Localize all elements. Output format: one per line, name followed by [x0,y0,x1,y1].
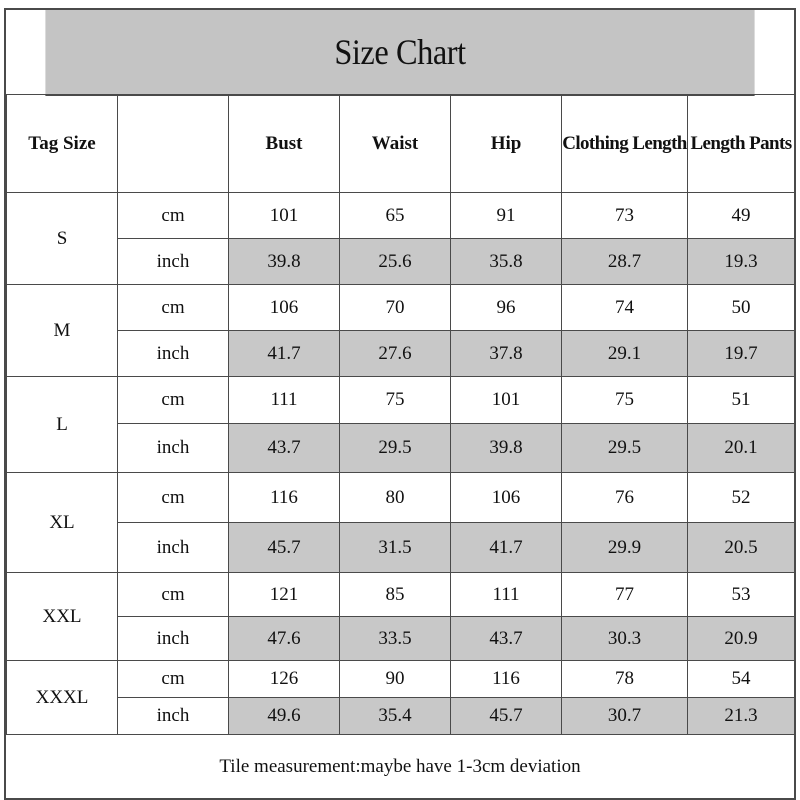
unit-cell: inch [118,523,229,573]
chart-title: Size Chart [45,10,754,96]
bust-cell: 43.7 [229,424,340,473]
length-pants-cell: 53 [688,573,795,617]
clothing-length-cell: 76 [562,473,688,523]
clothing-length-cell: 29.5 [562,424,688,473]
table-row [7,285,795,331]
tag-size-cell: M [7,285,118,377]
unit-cell: inch [118,698,229,735]
unit-cell: cm [118,377,229,424]
table-row [7,193,795,239]
measurement-note: Tile measurement:maybe have 1-3cm deviation [6,734,794,798]
size-table [6,94,795,735]
table-row [7,523,795,573]
unit-cell: cm [118,473,229,523]
hip-cell: 96 [451,285,562,331]
tag-size-cell: XXXL [7,661,118,735]
tag-size-cell: XXL [7,573,118,661]
waist-cell: 80 [340,473,451,523]
hip-cell: 39.8 [451,424,562,473]
table-row [7,424,795,473]
clothing-length-cell: 29.1 [562,331,688,377]
bust-cell: 116 [229,473,340,523]
clothing-length-cell: 75 [562,377,688,424]
header-waist: Waist [340,95,451,193]
header-row [7,95,795,193]
bust-cell: 126 [229,661,340,698]
hip-cell: 116 [451,661,562,698]
bust-cell: 106 [229,285,340,331]
table-row [7,331,795,377]
length-pants-cell: 20.1 [688,424,795,473]
bust-cell: 111 [229,377,340,424]
length-pants-cell: 50 [688,285,795,331]
clothing-length-cell: 28.7 [562,239,688,285]
waist-cell: 31.5 [340,523,451,573]
clothing-length-cell: 73 [562,193,688,239]
unit-cell: inch [118,424,229,473]
length-pants-cell: 20.9 [688,617,795,661]
hip-cell: 45.7 [451,698,562,735]
header-clothing-length: Clothing Length [562,95,688,193]
unit-cell: cm [118,573,229,617]
bust-cell: 49.6 [229,698,340,735]
unit-cell: cm [118,193,229,239]
header-tag-size: Tag Size [7,95,118,193]
bust-cell: 45.7 [229,523,340,573]
table-row [7,377,795,424]
length-pants-cell: 52 [688,473,795,523]
table-row [7,473,795,523]
waist-cell: 90 [340,661,451,698]
table-row [7,617,795,661]
tag-size-cell: L [7,377,118,473]
header-hip: Hip [451,95,562,193]
clothing-length-cell: 78 [562,661,688,698]
tag-size-cell: XL [7,473,118,573]
length-pants-cell: 19.3 [688,239,795,285]
tag-size-cell: S [7,193,118,285]
waist-cell: 70 [340,285,451,331]
clothing-length-cell: 30.3 [562,617,688,661]
hip-cell: 91 [451,193,562,239]
table-row [7,573,795,617]
table-row [7,698,795,735]
length-pants-cell: 21.3 [688,698,795,735]
unit-cell: inch [118,239,229,285]
header-length-pants: Length Pants [688,95,795,193]
length-pants-cell: 19.7 [688,331,795,377]
hip-cell: 101 [451,377,562,424]
waist-cell: 25.6 [340,239,451,285]
waist-cell: 85 [340,573,451,617]
hip-cell: 35.8 [451,239,562,285]
length-pants-cell: 20.5 [688,523,795,573]
size-chart [4,8,796,800]
bust-cell: 121 [229,573,340,617]
waist-cell: 29.5 [340,424,451,473]
hip-cell: 106 [451,473,562,523]
unit-cell: cm [118,285,229,331]
table-row [7,661,795,698]
waist-cell: 65 [340,193,451,239]
waist-cell: 35.4 [340,698,451,735]
bust-cell: 47.6 [229,617,340,661]
length-pants-cell: 49 [688,193,795,239]
unit-cell: inch [118,617,229,661]
waist-cell: 33.5 [340,617,451,661]
waist-cell: 75 [340,377,451,424]
length-pants-cell: 51 [688,377,795,424]
waist-cell: 27.6 [340,331,451,377]
bust-cell: 101 [229,193,340,239]
header-unit [118,95,229,193]
hip-cell: 43.7 [451,617,562,661]
unit-cell: cm [118,661,229,698]
bust-cell: 41.7 [229,331,340,377]
hip-cell: 37.8 [451,331,562,377]
clothing-length-cell: 74 [562,285,688,331]
header-bust: Bust [229,95,340,193]
hip-cell: 41.7 [451,523,562,573]
hip-cell: 111 [451,573,562,617]
length-pants-cell: 54 [688,661,795,698]
clothing-length-cell: 30.7 [562,698,688,735]
table-row [7,239,795,285]
clothing-length-cell: 77 [562,573,688,617]
bust-cell: 39.8 [229,239,340,285]
clothing-length-cell: 29.9 [562,523,688,573]
unit-cell: inch [118,331,229,377]
